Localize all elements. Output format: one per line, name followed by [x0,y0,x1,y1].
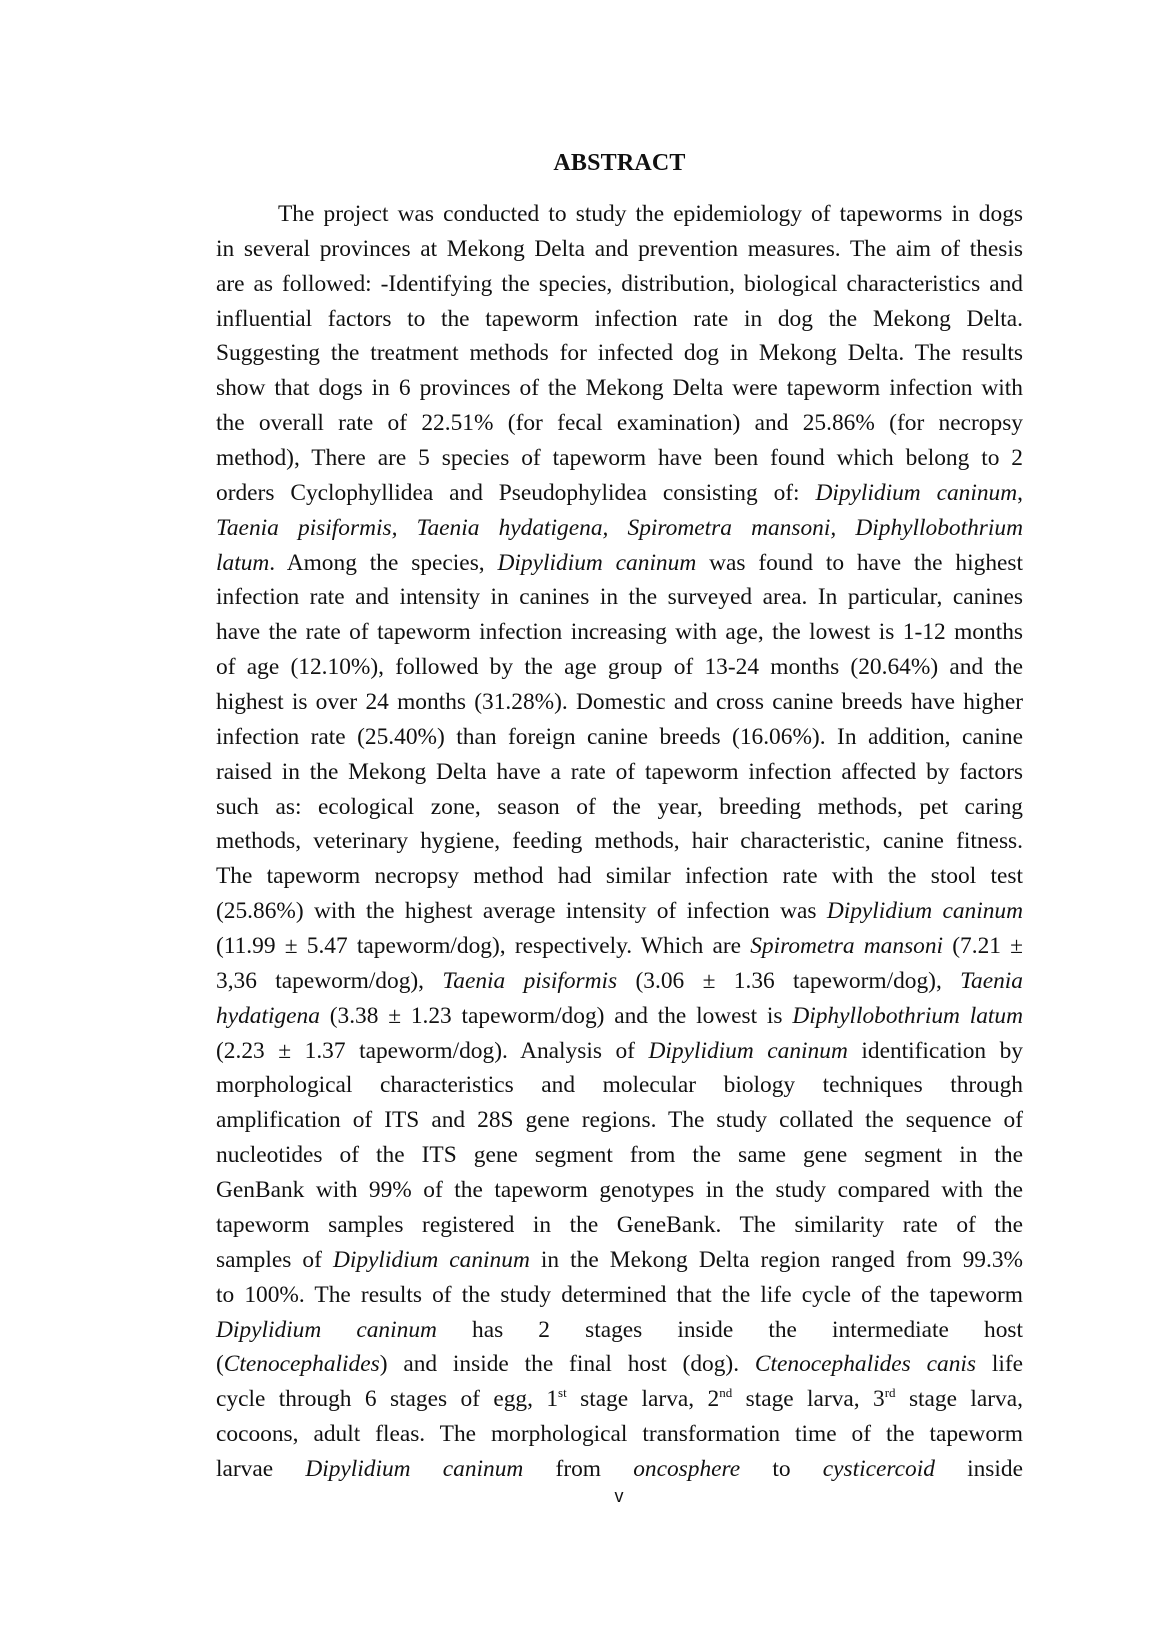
abstract-line [216,1243,1023,1278]
text-run: has 2 stages inside the intermediate host [436,1316,1023,1343]
abstract-line [216,546,1023,581]
abstract-line [216,371,1023,406]
abstract-line [216,1173,1023,1208]
abstract-line [216,720,1023,755]
text-run: amplification of ITS and 28S gene regions. The study collated the sequence of [216,1107,1023,1134]
abstract-line [216,232,1023,267]
ordinal-superscript: st [558,1385,567,1401]
text-run: show that dogs in 6 provinces of the Mekong Delta were tapeworm infection with [216,375,1023,402]
italic-term: Ctenocephalides canis [754,1351,976,1378]
text-run: , [1017,479,1023,506]
text-run: larvae [216,1455,306,1482]
abstract-line [216,1034,1023,1069]
abstract-line [216,929,1023,964]
abstract-line [216,1138,1023,1173]
abstract-line [216,894,1023,929]
text-run: Suggesting the treatment methods for infected dog in Mekong Delta. The results [216,340,1023,367]
text-run: of age (12.10%), followed by the age group of 13-24 months (20.64%) and the [216,654,1023,681]
abstract-line [216,615,1023,650]
text-run: (3.38 ± 1.23 tapeworm/dog) and the lowest is [319,1002,793,1029]
text-run: was found to have the highest [696,549,1023,576]
text-run: GenBank with 99% of the tapeworm genotypes in the study compared with the [216,1177,1023,1204]
text-run: ) and inside the final host (dog). [379,1351,755,1378]
text-run: infection rate (25.40%) than foreign canine breeds (16.06%). In addition, canine [216,723,1023,750]
text-run: to [740,1455,823,1482]
abstract-line [216,859,1023,894]
abstract-line [216,1313,1023,1348]
abstract-line [216,267,1023,302]
abstract-line [216,580,1023,615]
text-run: life [976,1351,1023,1378]
text-run: stage larva, [895,1386,1023,1413]
abstract-line [216,302,1023,337]
text-run: influential factors to the tapeworm infection rate in dog the Mekong Delta. [216,305,1023,332]
text-run: (7.21 ± [943,933,1023,960]
text-run: method), There are 5 species of tapeworm have been found which belong to 2 [216,445,1023,472]
abstract-line [216,824,1023,859]
abstract-line [216,1103,1023,1138]
abstract-line [216,999,1023,1034]
abstract-line [216,650,1023,685]
abstract-line [216,406,1023,441]
italic-term: oncosphere [633,1455,741,1482]
abstract-line [216,1382,1023,1417]
abstract-line [216,1208,1023,1243]
text-run: cocoons, adult fleas. The morphological transformation time of the tapeworm [216,1421,1023,1448]
text-run: ( [216,1351,224,1378]
abstract-line [216,790,1023,825]
text-run: 3,36 tapeworm/dog), [216,967,443,994]
abstract-line [216,441,1023,476]
text-run: inside [934,1455,1023,1482]
abstract-line [216,1452,1023,1487]
italic-term: Dipylidium caninum [826,898,1023,925]
text-run: in several provinces at Mekong Delta and prevention measures. The aim of thesis [216,235,1023,262]
ordinal-superscript: nd [719,1385,733,1401]
text-run: in the Mekong Delta region ranged from 99.3% [529,1246,1023,1273]
abstract-line [216,476,1023,511]
text-run: have the rate of tapeworm infection increasing with age, the lowest is 1-12 months [216,619,1023,646]
text-run: orders Cyclophyllidea and Pseudophylidea consisting of: [216,479,816,506]
text-run: stage larva, 3 [732,1386,885,1413]
italic-term: latum [216,549,270,576]
italic-term: Dipylidium caninum [332,1246,530,1273]
text-run: stage larva, 2 [566,1386,720,1413]
text-run: . Among the species, [269,549,498,576]
italic-term: Dipylidium caninum [815,479,1018,506]
text-run: (3.06 ± 1.36 tapeworm/dog), [617,967,961,994]
abstract-line [216,511,1023,546]
abstract-line [216,1278,1023,1313]
ordinal-superscript: rd [884,1385,896,1401]
abstract-line [216,1347,1023,1382]
italic-term: Spirometra mansoni [750,933,944,960]
text-run: cycle through 6 stages of egg, 1 [216,1386,559,1413]
text-run: methods, veterinary hygiene, feeding methods, hair characteristic, canine fitness. [216,828,1023,855]
abstract-heading: ABSTRACT [553,150,686,176]
text-run: identification by [847,1037,1024,1064]
text-run: from [523,1455,634,1482]
page-number: v [614,1486,624,1506]
abstract-line [216,1417,1023,1452]
abstract-line [216,197,1023,232]
text-run: The project was conducted to study the epidemiology of tapeworms in dogs [278,201,1023,227]
italic-term: Taenia [960,967,1023,994]
text-run: (2.23 ± 1.37 tapeworm/dog). Analysis of [216,1037,649,1064]
abstract-line [216,685,1023,720]
text-run: samples of [216,1246,333,1273]
text-run: the overall rate of 22.51% (for fecal examination) and 25.86% (for necropsy [216,410,1023,437]
abstract-line [216,1068,1023,1103]
text-run: infection rate and intensity in canines in the surveyed area. In particular, canines [216,584,1023,611]
text-run: (11.99 ± 5.47 tapeworm/dog), respectively. Which are [216,933,751,960]
abstract-line [216,755,1023,790]
abstract-body [216,197,1023,1487]
italic-term: Dipylidium caninum [648,1037,848,1064]
italic-term: hydatigena [216,1002,320,1029]
text-run: highest is over 24 months (31.28%). Domestic and cross canine breeds have higher [216,689,1023,716]
text-run: to 100%. The results of the study determined that the life cycle of the tapeworm [216,1281,1023,1308]
text-run: nucleotides of the ITS gene segment from the same gene segment in the [216,1142,1023,1169]
italic-term: cysticercoid [822,1455,935,1482]
italic-term: Dipylidium caninum [305,1455,524,1482]
italic-term: Dipylidium caninum [497,549,697,576]
italic-term: Dipylidium caninum [216,1316,437,1343]
text-run: are as followed: -Identifying the species, distribution, biological characteristics and [216,270,1023,297]
italic-term: Taenia pisiformis, Taenia hydatigena, Spirometra mansoni, Diphyllobothrium [216,514,1023,541]
italic-term: Diphyllobothrium latum [792,1002,1023,1029]
text-run: such as: ecological zone, season of the year, breeding methods, pet caring [216,793,1023,820]
text-run: tapeworm samples registered in the GeneBank. The similarity rate of the [216,1211,1023,1238]
text-run: (25.86%) with the highest average intensity of infection was [216,898,827,925]
abstract-line [216,964,1023,999]
text-run: The tapeworm necropsy method had similar infection rate with the stool test [216,863,1023,890]
italic-term: Taenia pisiformis [442,967,618,994]
abstract-line [216,336,1023,371]
italic-term: Ctenocephalides [223,1351,380,1378]
text-run: morphological characteristics and molecular biology techniques through [216,1072,1023,1099]
text-run: raised in the Mekong Delta have a rate of tapeworm infection affected by factors [216,758,1023,785]
